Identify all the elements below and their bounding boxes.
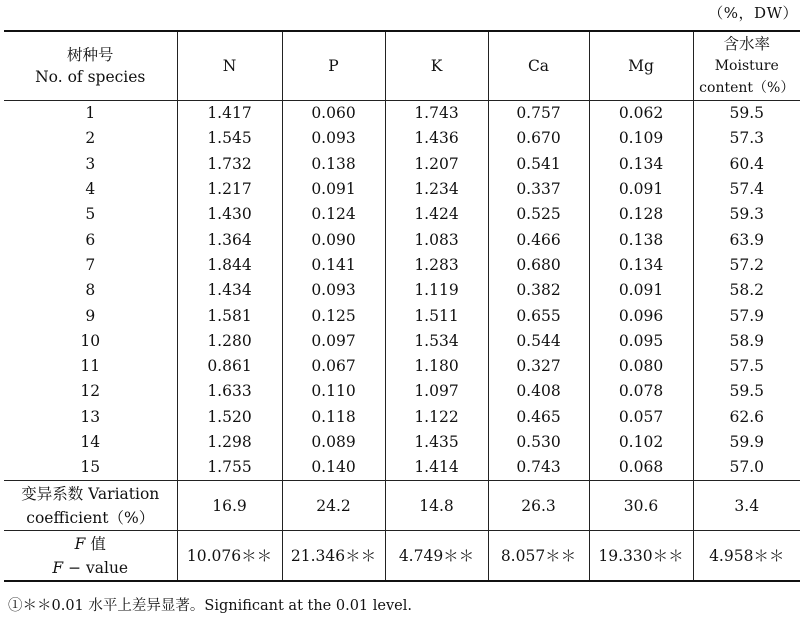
fvalue-label-line2 — [4, 556, 177, 580]
cv-row — [4, 481, 800, 531]
cell-k: 1.207 — [385, 152, 488, 177]
cell-n: 1.364 — [177, 227, 282, 252]
cell-p: 0.138 — [282, 152, 385, 177]
table-row — [4, 227, 800, 252]
fvalue-moisture: 4.958＊＊ — [693, 531, 800, 582]
table-row — [4, 177, 800, 202]
table-row — [4, 303, 800, 328]
cell-moisture: 62.6 — [693, 405, 800, 430]
header-row — [4, 31, 800, 101]
cell-n: 1.434 — [177, 278, 282, 303]
cell-p: 0.093 — [282, 278, 385, 303]
cell-ca: 0.680 — [488, 253, 589, 278]
cell-species-no: 10 — [80, 331, 101, 350]
cell-p: 0.124 — [282, 202, 385, 227]
cell-mg: 0.134 — [589, 152, 693, 177]
cell-species-no: 6 — [85, 230, 96, 249]
header-species — [4, 31, 177, 101]
cv-p: 24.2 — [282, 481, 385, 531]
table-row — [4, 379, 800, 404]
cv-k: 14.8 — [385, 481, 488, 531]
cell-moisture: 57.9 — [693, 303, 800, 328]
header-moisture — [693, 31, 800, 101]
cell-species-no: 9 — [85, 306, 96, 325]
unit-note: （%，DW） — [708, 4, 798, 22]
fvalue-label — [4, 531, 177, 582]
cell-n: 1.280 — [177, 329, 282, 354]
cell-species-no: 7 — [85, 255, 96, 274]
cell-k: 1.283 — [385, 253, 488, 278]
header-p: P — [282, 31, 385, 101]
cell-ca: 0.327 — [488, 354, 589, 379]
fvalue-label-en: − value — [63, 558, 129, 577]
footnote: ①＊＊0.01 水平上差异显著。Significant at the 0.01 level. — [8, 598, 413, 614]
header-n: N — [177, 31, 282, 101]
cell-moisture: 57.0 — [693, 455, 800, 481]
cell-p: 0.125 — [282, 303, 385, 328]
fvalue-label-f1: F — [74, 534, 86, 553]
cv-label-line1: 变异系数 Variation — [21, 484, 160, 503]
cell-species-no: 14 — [80, 433, 101, 451]
fvalue-label-line1 — [4, 532, 177, 556]
cell-k: 1.534 — [385, 329, 488, 354]
fvalue-n: 10.076＊＊ — [177, 531, 282, 582]
header-k: K — [385, 31, 488, 101]
cell-moisture: 59.3 — [693, 202, 800, 227]
fvalue-label-zh: 值 — [85, 534, 106, 553]
cell-ca: 0.408 — [488, 379, 589, 404]
table-row — [4, 430, 800, 455]
cell-ca: 0.544 — [488, 329, 589, 354]
cell-k: 1.083 — [385, 227, 488, 252]
cell-moisture: 57.4 — [693, 177, 800, 202]
cell-p: 0.090 — [282, 227, 385, 252]
cell-k: 1.511 — [385, 303, 488, 328]
cell-species-no: 1 — [85, 104, 96, 123]
cell-n: 1.545 — [177, 126, 282, 151]
cell-moisture: 59.5 — [693, 101, 800, 127]
cell-n: 1.417 — [177, 101, 282, 127]
table-row — [4, 253, 800, 278]
cell-k: 1.234 — [385, 177, 488, 202]
cell-p: 0.118 — [282, 405, 385, 430]
table-row — [4, 152, 800, 177]
cell-species-no: 8 — [85, 281, 96, 300]
fvalue-label-f2: F — [52, 558, 64, 577]
table-row — [4, 455, 800, 481]
cell-moisture: 58.9 — [693, 329, 800, 354]
cv-n: 16.9 — [177, 481, 282, 531]
cv-label — [4, 481, 177, 531]
cell-ca: 0.541 — [488, 152, 589, 177]
cell-k: 1.424 — [385, 202, 488, 227]
cell-p: 0.110 — [282, 379, 385, 404]
header-ca: Ca — [488, 31, 589, 101]
cell-moisture: 57.5 — [693, 354, 800, 379]
nutrient-table — [4, 30, 800, 582]
cell-moisture: 57.2 — [693, 253, 800, 278]
header-species-en: No. of species — [35, 68, 146, 86]
cell-n: 0.861 — [177, 354, 282, 379]
table-row — [4, 126, 800, 151]
cell-mg: 0.128 — [589, 202, 693, 227]
header-moisture-en1: Moisture — [714, 58, 779, 74]
cell-p: 0.141 — [282, 253, 385, 278]
cell-moisture: 57.3 — [693, 126, 800, 151]
cell-ca: 0.382 — [488, 278, 589, 303]
cell-p: 0.067 — [282, 354, 385, 379]
cell-k: 1.436 — [385, 126, 488, 151]
cell-ca: 0.670 — [488, 126, 589, 151]
header-moisture-en2: content（%） — [699, 80, 795, 96]
cell-ca: 0.466 — [488, 227, 589, 252]
cell-p: 0.140 — [282, 455, 385, 481]
cell-species-no: 5 — [85, 205, 96, 224]
cell-species-no: 3 — [85, 154, 96, 173]
cell-species-no: 4 — [85, 180, 96, 199]
cell-moisture: 59.9 — [693, 430, 800, 455]
cell-p: 0.060 — [282, 101, 385, 127]
cell-n: 1.430 — [177, 202, 282, 227]
header-mg: Mg — [589, 31, 693, 101]
cell-mg: 0.091 — [589, 278, 693, 303]
cell-mg: 0.096 — [589, 303, 693, 328]
table-row — [4, 202, 800, 227]
cell-ca: 0.465 — [488, 405, 589, 430]
cell-mg: 0.068 — [589, 455, 693, 481]
cell-k: 1.414 — [385, 455, 488, 481]
cell-mg: 0.091 — [589, 177, 693, 202]
cv-mg: 30.6 — [589, 481, 693, 531]
fvalue-k: 4.749＊＊ — [385, 531, 488, 582]
cell-k: 1.180 — [385, 354, 488, 379]
cell-mg: 0.102 — [589, 430, 693, 455]
header-species-zh: 树种号 — [66, 46, 114, 64]
cell-n: 1.217 — [177, 177, 282, 202]
header-moisture-zh: 含水率 — [723, 35, 770, 53]
cell-moisture: 58.2 — [693, 278, 800, 303]
cell-n: 1.633 — [177, 379, 282, 404]
cell-p: 0.093 — [282, 126, 385, 151]
cell-ca: 0.525 — [488, 202, 589, 227]
cell-mg: 0.062 — [589, 101, 693, 127]
cell-species-no: 13 — [80, 407, 101, 426]
cell-ca: 0.757 — [488, 101, 589, 127]
cell-n: 1.298 — [177, 430, 282, 455]
cell-k: 1.097 — [385, 379, 488, 404]
cell-mg: 0.078 — [589, 379, 693, 404]
table-row — [4, 101, 800, 127]
table-row — [4, 329, 800, 354]
cell-species-no: 12 — [80, 382, 101, 401]
cell-mg: 0.057 — [589, 405, 693, 430]
fvalue-p: 21.346＊＊ — [282, 531, 385, 582]
cell-species-no: 15 — [80, 458, 101, 477]
cell-ca: 0.655 — [488, 303, 589, 328]
fvalue-ca: 8.057＊＊ — [488, 531, 589, 582]
cell-ca: 0.530 — [488, 430, 589, 455]
cell-moisture: 63.9 — [693, 227, 800, 252]
cell-ca: 0.337 — [488, 177, 589, 202]
cell-n: 1.755 — [177, 455, 282, 481]
cell-mg: 0.095 — [589, 329, 693, 354]
cell-n: 1.732 — [177, 152, 282, 177]
cell-k: 1.122 — [385, 405, 488, 430]
cell-ca: 0.743 — [488, 455, 589, 481]
cell-mg: 0.138 — [589, 227, 693, 252]
cell-n: 1.581 — [177, 303, 282, 328]
cell-p: 0.091 — [282, 177, 385, 202]
fvalue-mg: 19.330＊＊ — [589, 531, 693, 582]
table-row — [4, 278, 800, 303]
cell-species-no: 11 — [80, 357, 101, 376]
cell-moisture: 59.5 — [693, 379, 800, 404]
cv-label-line2: coefficient（%） — [26, 508, 155, 527]
cell-mg: 0.109 — [589, 126, 693, 151]
cv-moisture: 3.4 — [693, 481, 800, 531]
cell-k: 1.435 — [385, 430, 488, 455]
cell-mg: 0.134 — [589, 253, 693, 278]
table-row — [4, 354, 800, 379]
cell-species-no: 2 — [85, 129, 96, 148]
cell-moisture: 60.4 — [693, 152, 800, 177]
cell-p: 0.097 — [282, 329, 385, 354]
cell-k: 1.743 — [385, 101, 488, 127]
cell-mg: 0.080 — [589, 354, 693, 379]
cell-n: 1.844 — [177, 253, 282, 278]
cell-p: 0.089 — [282, 430, 385, 455]
table-row — [4, 405, 800, 430]
fvalue-row — [4, 531, 800, 582]
cell-n: 1.520 — [177, 405, 282, 430]
cv-ca: 26.3 — [488, 481, 589, 531]
cell-k: 1.119 — [385, 278, 488, 303]
